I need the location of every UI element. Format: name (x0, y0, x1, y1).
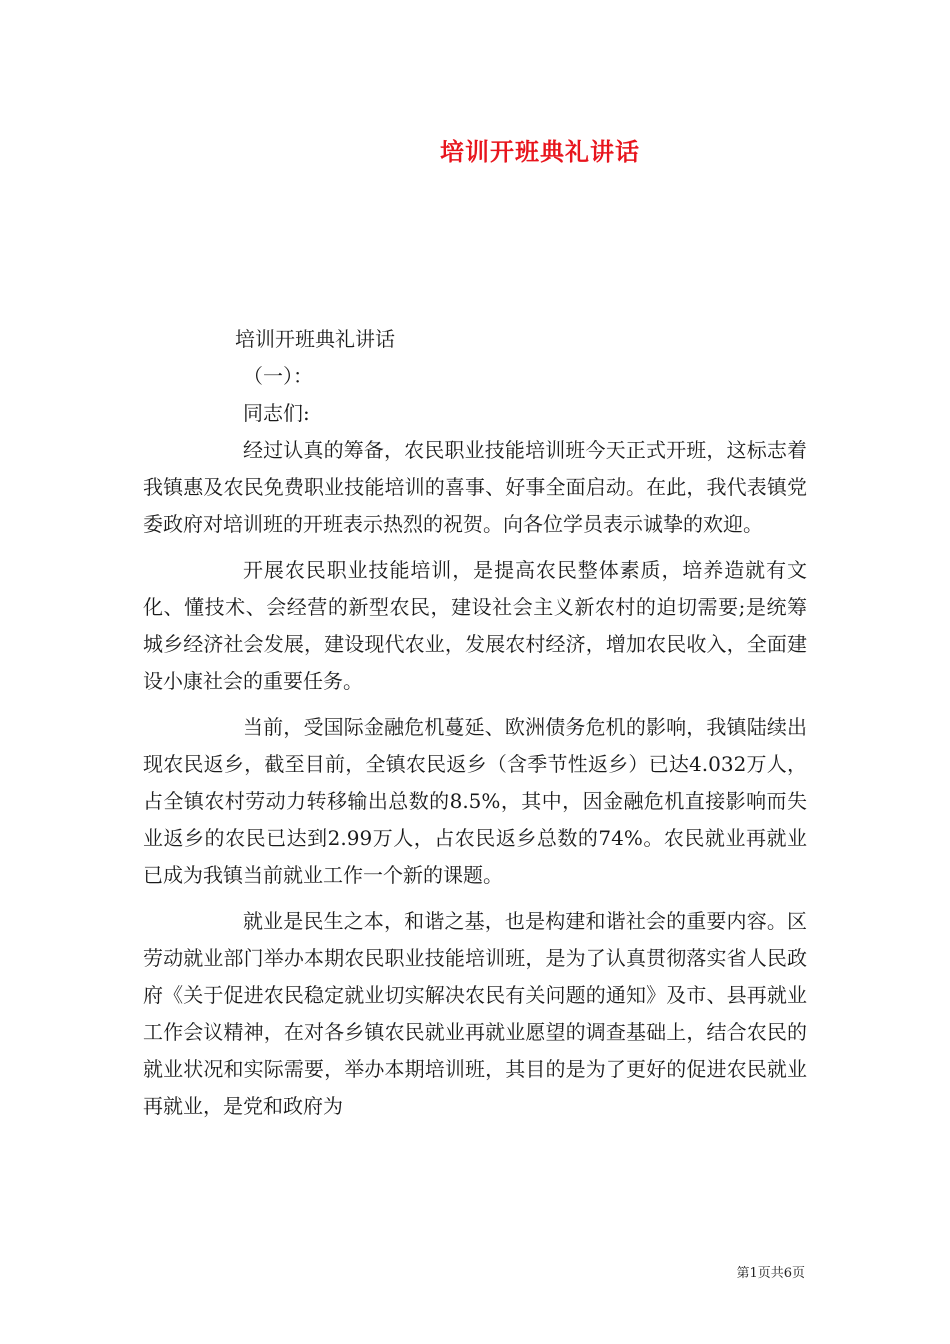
section-number: （一）： (243, 364, 313, 388)
paragraph: 开展农民职业技能培训，是提高农民整体素质，培养造就有文化、懂技术、会经营的新型农民，建设社会主义新农村的迫切需要;是统筹城乡经济社会发展，建设现代农业，发展农村经济，增加农民收入，全面建设小康社会的重要任务。 (143, 558, 807, 693)
greeting: 同志们: (243, 401, 310, 425)
page-number: 第1页共6页 (736, 1266, 805, 1281)
document-body (143, 321, 807, 1125)
document-title: 培训开班典礼讲话 (440, 138, 640, 166)
subtitle: 培训开班典礼讲话 (235, 327, 395, 351)
paragraph: 经过认真的筹备，农民职业技能培训班今天正式开班，这标志着我镇惠及农民免费职业技能培训的喜事、好事全面启动。在此，我代表镇党委政府对培训班的开班表示热烈的祝贺。向各位学员表示诚挚的欢迎。 (143, 438, 807, 536)
paragraph: 当前，受国际金融危机蔓延、欧洲债务危机的影响，我镇陆续出现农民返乡，截至目前，全镇农民返乡（含季节性返乡）已达4.032万人，占全镇农村劳动力转移输出总数的8.5%，其中，因金融危机直接影响而失业返乡的农民已达到2.99万人，占农民返乡总数的74%。农民就业再就业已成为我镇当前就业工作一个新的课题。 (143, 715, 807, 887)
paragraph: 就业是民生之本，和谐之基，也是构建和谐社会的重要内容。区劳动就业部门举办本期农民职业技能培训班，是为了认真贯彻落实省人民政府《关于促进农民稳定就业切实解决农民有关问题的通知》及市、县再就业工作会议精神，在对各乡镇农民就业再就业愿望的调查基础上，结合农民的就业状况和实际需要，举办本期培训班，其目的是为了更好的促进农民就业再就业，是党和政府为 (143, 909, 807, 1118)
